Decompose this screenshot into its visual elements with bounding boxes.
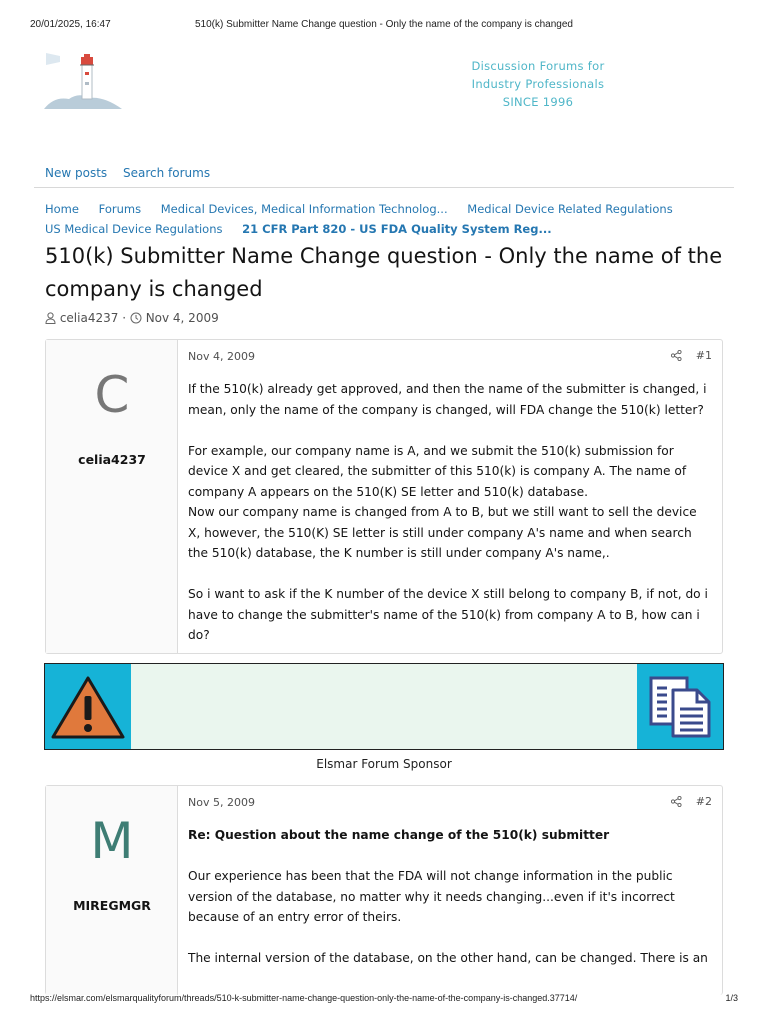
print-header — [30, 19, 738, 33]
post-username[interactable]: celia4237 — [78, 452, 146, 467]
documents-icon — [637, 664, 723, 749]
post-heading: Re: Question about the name change of the 510(k) submitter — [188, 828, 610, 842]
tagline-line: Industry Professionals — [471, 77, 605, 91]
share-icon[interactable] — [671, 350, 682, 361]
post-body — [188, 825, 712, 969]
post-number — [671, 349, 712, 362]
post-paragraph: For example, our company name is A, and we submit the 510(k) submission for device X and get cleared, the submitter of this 510(k) is company A. The name of company A appears on the 510(K) SE letter and 510(k) database. — [188, 443, 687, 499]
breadcrumb-us-medical-device-regulations[interactable]: US Medical Device Regulations — [45, 222, 223, 236]
post-username[interactable]: MIREGMGR — [73, 898, 151, 913]
post-2 — [45, 785, 723, 995]
print-page-number: 1/3 — [725, 993, 738, 1003]
print-footer — [30, 993, 738, 1007]
post-paragraph: Our experience has been that the FDA will not change information in the public version of the database, no matter why it needs changing...even if it's incorrect because of an entry error of theirs. — [188, 869, 675, 924]
warning-icon — [45, 664, 131, 749]
thread-meta — [45, 311, 219, 325]
post-paragraph: Now our company name is changed from A to B, but we still want to sell the device X, however, the 510(K) SE letter is still under company A's name and when search the 510(k) database, the K number is still under company A's name,. — [188, 505, 697, 560]
post-1 — [45, 339, 723, 654]
breadcrumb — [45, 199, 735, 239]
thread-author[interactable]: celia4237 — [59, 311, 119, 325]
top-navigation — [45, 166, 222, 180]
post-author-panel — [46, 786, 178, 995]
thread-date[interactable]: Nov 4, 2009 — [145, 311, 219, 325]
post-author-panel — [46, 340, 178, 653]
sponsor-label: Elsmar Forum Sponsor — [316, 757, 452, 771]
site-tagline — [440, 57, 636, 111]
page-title: 510(k) Submitter Name Change question - Only the name of the company is changed — [45, 244, 723, 301]
breadcrumb-home[interactable]: Home — [45, 202, 79, 216]
sponsor-banner[interactable] — [44, 663, 724, 750]
tagline-line: Discussion Forums for — [471, 59, 605, 73]
post-paragraph: So i want to ask if the K number of the device X still belong to company B, if not, do i have to change the submitter's name of the 510(k) from company A to B, how can i do? — [188, 587, 708, 642]
clock-icon — [130, 312, 142, 324]
nav-search-forums[interactable]: Search forums — [122, 166, 211, 180]
breadcrumb-current[interactable]: 21 CFR Part 820 - US FDA Quality System Reg... — [242, 222, 552, 236]
site-logo[interactable] — [44, 52, 124, 112]
tagline-line: SINCE 1996 — [502, 95, 574, 109]
share-icon[interactable] — [671, 796, 682, 807]
nav-new-posts[interactable]: New posts — [45, 166, 108, 180]
post-paragraph: The internal version of the database, on the other hand, can be changed. There is an — [188, 951, 708, 965]
post-number-link[interactable]: #1 — [695, 349, 712, 362]
sponsor-left-panel — [45, 664, 131, 749]
post-number-link[interactable]: #2 — [695, 795, 712, 808]
print-title: 510(k) Submitter Name Change question - Only the name of the company is changed — [195, 19, 573, 30]
print-date: 20/01/2025, 16:47 — [30, 19, 111, 30]
post-paragraph: If the 510(k) already get approved, and then the name of the submitter is changed, i mean, only the name of the company is changed, will FDA change the 510(k) letter? — [188, 382, 707, 417]
post-body — [188, 379, 712, 646]
user-icon — [45, 312, 56, 324]
print-url: https://elsmar.com/elsmarqualityforum/threads/510-k-submitter-name-change-question-only-the-name-of-the-company-is-changed.37714/ — [30, 993, 578, 1003]
breadcrumb-forums[interactable]: Forums — [98, 202, 142, 216]
post-number — [671, 795, 712, 808]
meta-separator: · — [122, 311, 127, 325]
sponsor-right-panel — [637, 664, 723, 749]
post-date[interactable]: Nov 5, 2009 — [188, 796, 255, 809]
lighthouse-icon — [44, 52, 124, 112]
breadcrumb-medical-devices[interactable]: Medical Devices, Medical Information Technolog... — [160, 202, 448, 216]
breadcrumb-medical-device-regulations[interactable]: Medical Device Related Regulations — [467, 202, 673, 216]
avatar[interactable]: C — [94, 366, 130, 424]
post-date[interactable]: Nov 4, 2009 — [188, 350, 255, 363]
avatar[interactable]: M — [90, 812, 134, 870]
nav-divider — [34, 187, 734, 188]
